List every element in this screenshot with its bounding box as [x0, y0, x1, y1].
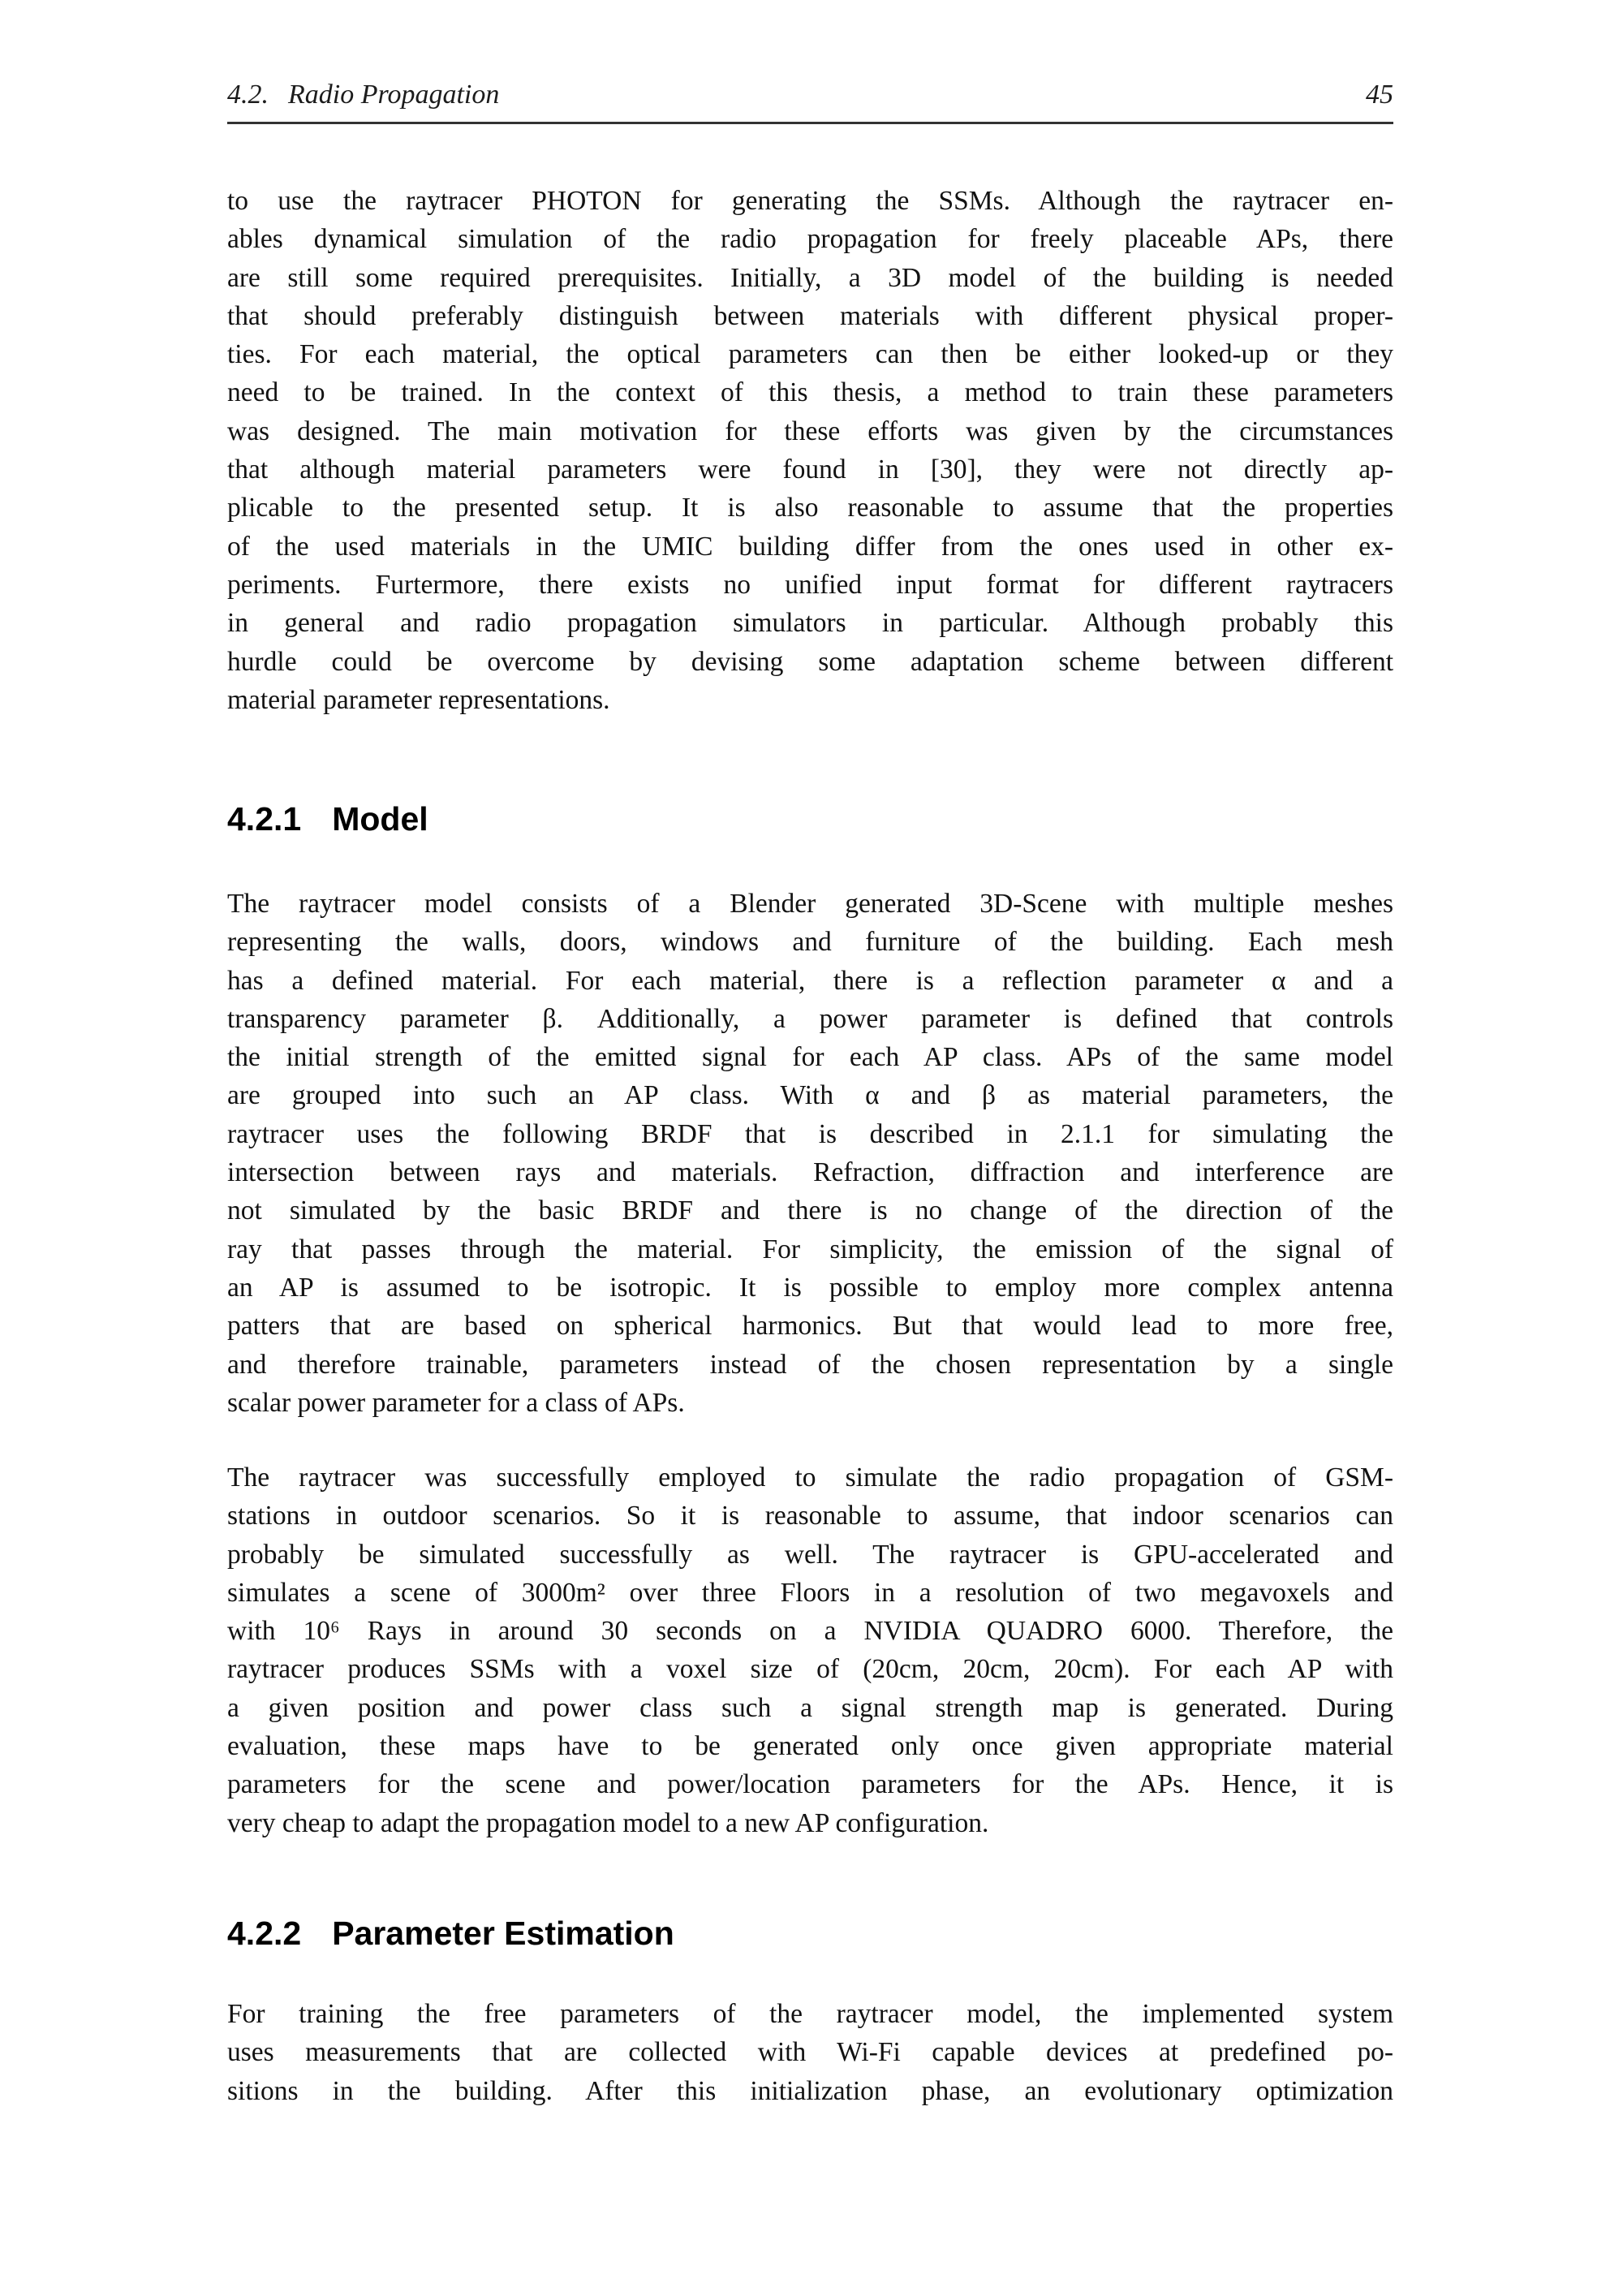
text-line: ties. For each material, the optical parameters can then be either looked-up or they [227, 339, 1393, 370]
text-line: stations in outdoor scenarios. So it is reasonable to assume, that indoor scenarios can [227, 1501, 1393, 1531]
text-line: ray that passes through the material. For simplicity, the emission of the signal of [227, 1234, 1393, 1264]
section-heading-model [227, 799, 1393, 839]
text-line: sitions in the building. After this initialization phase, an evolutionary optimization [227, 2075, 1393, 2106]
text-line: has a defined material. For each material, there is a reflection parameter α and a [227, 965, 1393, 996]
header-rule [227, 122, 1393, 124]
running-header [227, 80, 1393, 110]
text-line: not simulated by the basic BRDF and there is no change of the direction of the [227, 1195, 1393, 1226]
paragraph-model-2 [227, 1458, 1393, 1842]
text-line: material parameter representations. [227, 684, 610, 715]
text-line: hurdle could be overcome by devising some adaptation scheme between different [227, 646, 1393, 677]
text-line: For training the free parameters of the raytracer model, the implemented system [227, 1999, 1393, 2029]
text-line: that although material parameters were found in [30], they were not directly ap- [227, 454, 1393, 485]
text-line: evaluation, these maps have to be generated only once given appropriate material [227, 1731, 1393, 1762]
text-line: are grouped into such an AP class. With α and β as material parameters, the [227, 1080, 1393, 1111]
text-line: very cheap to adapt the propagation model to a new AP configuration. [227, 1807, 989, 1838]
running-header-section-title: Radio Propagation [288, 80, 500, 110]
running-header-section-number: 4.2. [227, 80, 269, 110]
text-line: to use the raytracer PHOTON for generating the SSMs. Although the raytracer en- [227, 186, 1393, 216]
text-line: parameters for the scene and power/location parameters for the APs. Hence, it is [227, 1769, 1393, 1800]
text-line: raytracer uses the following BRDF that is described in 2.1.1 for simulating the [227, 1118, 1393, 1149]
page-number: 45 [1366, 80, 1393, 110]
text-line: an AP is assumed to be isotropic. It is possible to employ more complex antenna [227, 1272, 1393, 1303]
text-line: raytracer produces SSMs with a voxel size of (20cm, 20cm, 20cm). For each AP with [227, 1654, 1393, 1685]
section-title: Model [332, 800, 428, 838]
section-number: 4.2.2 [227, 1915, 302, 1952]
paragraph-parameter-estimation-1 [227, 1995, 1393, 2110]
section-heading-parameter-estimation [227, 1914, 1393, 1954]
text-line: probably be simulated successfully as well. The raytracer is GPU-accelerated and [227, 1539, 1393, 1570]
text-line: a given position and power class such a signal strength map is generated. During [227, 1692, 1393, 1723]
text-line: plicable to the presented setup. It is also reasonable to assume that the properties [227, 493, 1393, 523]
text-line: ables dynamical simulation of the radio propagation for freely placeable APs, there [227, 224, 1393, 255]
text-line: in general and radio propagation simulators in particular. Although probably this [227, 608, 1393, 639]
text-line: of the used materials in the UMIC building differ from the ones used in other ex- [227, 531, 1393, 562]
text-line: and therefore trainable, parameters instead of the chosen representation by a single [227, 1349, 1393, 1380]
text-line: was designed. The main motivation for these efforts was given by the circumstances [227, 416, 1393, 446]
text-line: need to be trained. In the context of this thesis, a method to train these parameters [227, 377, 1393, 408]
text-line: The raytracer model consists of a Blender generated 3D-Scene with multiple meshes [227, 889, 1393, 919]
text-line: uses measurements that are collected with Wi-Fi capable devices at predefined po- [227, 2037, 1393, 2068]
text-line: periments. Furtermore, there exists no unified input format for different raytracers [227, 569, 1393, 600]
text-line: are still some required prerequisites. Initially, a 3D model of the building is needed [227, 262, 1393, 293]
section-number: 4.2.1 [227, 800, 302, 838]
section-title: Parameter Estimation [332, 1915, 674, 1952]
text-line: intersection between rays and materials. Refraction, diffraction and interference are [227, 1157, 1393, 1188]
text-line: with 10⁶ Rays in around 30 seconds on a NVIDIA QUADRO 6000. Therefore, the [227, 1616, 1393, 1647]
text-line: representing the walls, doors, windows and furniture of the building. Each mesh [227, 927, 1393, 958]
paragraph-model-1 [227, 885, 1393, 1422]
running-header-left [227, 80, 499, 110]
paragraph-intro-continuation [227, 182, 1393, 719]
text-line: simulates a scene of 3000m² over three Floors in a resolution of two megavoxels and [227, 1577, 1393, 1608]
text-line: transparency parameter β. Additionally, a power parameter is defined that controls [227, 1003, 1393, 1034]
text-line: The raytracer was successfully employed to simulate the radio propagation of GSM- [227, 1462, 1393, 1493]
text-line: patters that are based on spherical harmonics. But that would lead to more free, [227, 1311, 1393, 1342]
text-line: scalar power parameter for a class of APs. [227, 1387, 685, 1418]
text-line: that should preferably distinguish between materials with different physical proper- [227, 300, 1393, 331]
text-line: the initial strength of the emitted signal for each AP class. APs of the same model [227, 1042, 1393, 1073]
